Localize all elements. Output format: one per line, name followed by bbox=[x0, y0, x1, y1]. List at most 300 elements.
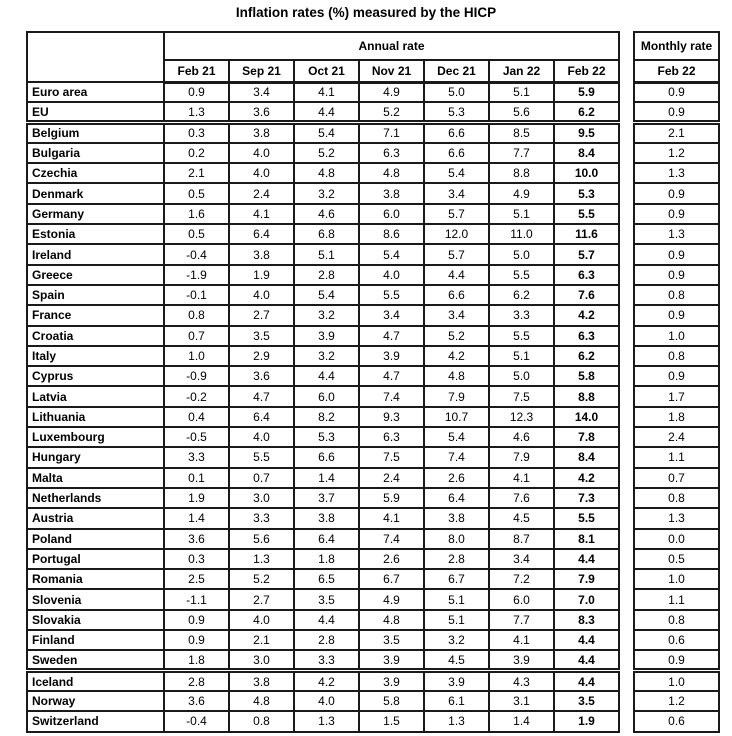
annual-value-cell: 9.5 bbox=[554, 123, 619, 143]
annual-value-cell: 4.3 bbox=[489, 671, 554, 691]
annual-value-cell: 4.1 bbox=[489, 630, 554, 650]
annual-value-cell: 1.9 bbox=[229, 265, 294, 285]
monthly-value-cell: 0.5 bbox=[634, 549, 719, 569]
table-row bbox=[27, 143, 619, 163]
annual-value-cell: 7.4 bbox=[424, 447, 489, 467]
annual-value-cell: 1.8 bbox=[294, 549, 359, 569]
annual-value-cell: 1.8 bbox=[164, 650, 229, 670]
country-cell: Greece bbox=[27, 265, 164, 285]
monthly-value-cell: 0.9 bbox=[634, 183, 719, 203]
annual-value-cell: 8.6 bbox=[359, 224, 424, 244]
annual-value-cell: 5.1 bbox=[489, 204, 554, 224]
monthly-value-cell: 1.0 bbox=[634, 326, 719, 346]
annual-value-cell: 5.9 bbox=[554, 82, 619, 102]
annual-value-cell: 3.2 bbox=[424, 630, 489, 650]
annual-value-cell: 10.7 bbox=[424, 407, 489, 427]
table-row bbox=[27, 549, 619, 569]
annual-value-cell: 3.8 bbox=[229, 123, 294, 143]
annual-value-cell: -0.1 bbox=[164, 285, 229, 305]
monthly-value-cell: 0.8 bbox=[634, 488, 719, 508]
monthly-table-row bbox=[634, 529, 719, 549]
annual-value-cell: 3.6 bbox=[229, 366, 294, 386]
monthly-value-cell: 0.6 bbox=[634, 711, 719, 731]
annual-value-cell: 7.9 bbox=[424, 386, 489, 406]
annual-value-cell: 7.4 bbox=[359, 386, 424, 406]
annual-value-cell: -0.5 bbox=[164, 427, 229, 447]
annual-value-cell: 3.4 bbox=[229, 82, 294, 102]
annual-value-cell: 5.2 bbox=[294, 143, 359, 163]
annual-value-cell: 4.5 bbox=[424, 650, 489, 670]
table-row bbox=[27, 102, 619, 122]
annual-value-cell: 5.1 bbox=[424, 610, 489, 630]
monthly-table-row bbox=[634, 244, 719, 264]
monthly-value-cell: 0.8 bbox=[634, 285, 719, 305]
annual-value-cell: -0.2 bbox=[164, 386, 229, 406]
monthly-table-row bbox=[634, 224, 719, 244]
table-row bbox=[27, 610, 619, 630]
country-cell: Poland bbox=[27, 529, 164, 549]
monthly-value-cell: 1.3 bbox=[634, 508, 719, 528]
monthly-value-cell: 1.2 bbox=[634, 143, 719, 163]
country-cell: Belgium bbox=[27, 123, 164, 143]
annual-value-cell: 1.9 bbox=[164, 488, 229, 508]
country-cell: Switzerland bbox=[27, 711, 164, 731]
monthly-value-cell: 0.6 bbox=[634, 630, 719, 650]
annual-value-cell: 5.5 bbox=[554, 204, 619, 224]
annual-value-cell: 5.6 bbox=[489, 102, 554, 122]
annual-value-cell: 4.5 bbox=[489, 508, 554, 528]
monthly-value-cell: 1.3 bbox=[634, 224, 719, 244]
country-cell: Spain bbox=[27, 285, 164, 305]
monthly-value-cell: 0.9 bbox=[634, 366, 719, 386]
country-cell: Italy bbox=[27, 346, 164, 366]
annual-value-cell: 5.4 bbox=[359, 244, 424, 264]
annual-value-cell: 5.4 bbox=[294, 123, 359, 143]
annual-value-cell: 7.7 bbox=[489, 610, 554, 630]
monthly-value-cell: 0.0 bbox=[634, 529, 719, 549]
annual-value-cell: 5.6 bbox=[229, 529, 294, 549]
country-cell: Croatia bbox=[27, 326, 164, 346]
page-title: Inflation rates (%) measured by the HICP bbox=[235, 5, 497, 20]
annual-value-cell: 4.7 bbox=[359, 366, 424, 386]
annual-rate-table bbox=[26, 31, 620, 733]
monthly-table-row bbox=[634, 366, 719, 386]
month-header: Feb 22 bbox=[554, 60, 619, 82]
country-cell: Lithuania bbox=[27, 407, 164, 427]
annual-value-cell: 7.9 bbox=[554, 569, 619, 589]
annual-value-cell: 6.0 bbox=[489, 589, 554, 609]
table-row bbox=[27, 630, 619, 650]
annual-value-cell: 8.0 bbox=[424, 529, 489, 549]
country-cell: EU bbox=[27, 102, 164, 122]
annual-rate-header: Annual rate bbox=[164, 32, 619, 60]
table-row bbox=[27, 366, 619, 386]
annual-value-cell: 4.8 bbox=[424, 366, 489, 386]
country-cell: Romania bbox=[27, 569, 164, 589]
annual-value-cell: 4.7 bbox=[359, 326, 424, 346]
month-header: Nov 21 bbox=[359, 60, 424, 82]
annual-value-cell: 5.5 bbox=[554, 508, 619, 528]
annual-value-cell: 3.5 bbox=[359, 630, 424, 650]
annual-value-cell: 5.1 bbox=[489, 82, 554, 102]
annual-value-cell: 5.5 bbox=[359, 285, 424, 305]
annual-value-cell: 3.9 bbox=[359, 650, 424, 670]
annual-value-cell: 4.0 bbox=[294, 691, 359, 711]
month-header: Jan 22 bbox=[489, 60, 554, 82]
annual-value-cell: 4.6 bbox=[489, 427, 554, 447]
annual-value-cell: 6.3 bbox=[359, 427, 424, 447]
monthly-table-row bbox=[634, 102, 719, 122]
annual-value-cell: -0.4 bbox=[164, 244, 229, 264]
annual-value-cell: 2.1 bbox=[229, 630, 294, 650]
table-row bbox=[27, 386, 619, 406]
annual-value-cell: 3.2 bbox=[294, 183, 359, 203]
annual-value-cell: 3.7 bbox=[294, 488, 359, 508]
table-row bbox=[27, 508, 619, 528]
annual-value-cell: 7.2 bbox=[489, 569, 554, 589]
annual-value-cell: 0.3 bbox=[164, 549, 229, 569]
monthly-table-row bbox=[634, 711, 719, 731]
country-cell: Malta bbox=[27, 468, 164, 488]
table-row bbox=[27, 711, 619, 731]
country-cell: Norway bbox=[27, 691, 164, 711]
annual-value-cell: 6.6 bbox=[424, 285, 489, 305]
annual-value-cell: 3.6 bbox=[164, 529, 229, 549]
annual-value-cell: 5.4 bbox=[424, 427, 489, 447]
annual-value-cell: 3.5 bbox=[554, 691, 619, 711]
annual-value-cell: 2.6 bbox=[359, 549, 424, 569]
monthly-value-cell: 0.9 bbox=[634, 102, 719, 122]
annual-value-cell: 4.8 bbox=[294, 163, 359, 183]
annual-value-cell: -1.9 bbox=[164, 265, 229, 285]
annual-value-cell: 4.4 bbox=[294, 102, 359, 122]
annual-value-cell: 1.4 bbox=[489, 711, 554, 731]
country-cell: Portugal bbox=[27, 549, 164, 569]
table-row bbox=[27, 285, 619, 305]
monthly-value-cell: 2.1 bbox=[634, 123, 719, 143]
monthly-value-cell: 0.9 bbox=[634, 244, 719, 264]
annual-value-cell: 6.4 bbox=[424, 488, 489, 508]
annual-value-cell: 0.2 bbox=[164, 143, 229, 163]
annual-value-cell: 3.4 bbox=[424, 305, 489, 325]
table-row bbox=[27, 265, 619, 285]
annual-value-cell: 1.4 bbox=[294, 468, 359, 488]
annual-value-cell: 8.3 bbox=[554, 610, 619, 630]
table-row bbox=[27, 305, 619, 325]
annual-value-cell: 5.1 bbox=[489, 346, 554, 366]
country-cell: Ireland bbox=[27, 244, 164, 264]
monthly-table-row bbox=[634, 82, 719, 102]
annual-value-cell: 6.4 bbox=[229, 407, 294, 427]
monthly-value-cell: 1.1 bbox=[634, 447, 719, 467]
annual-value-cell: 6.7 bbox=[424, 569, 489, 589]
annual-value-cell: 6.7 bbox=[359, 569, 424, 589]
annual-value-cell: 1.6 bbox=[164, 204, 229, 224]
annual-value-cell: 3.2 bbox=[294, 305, 359, 325]
annual-value-cell: 2.8 bbox=[424, 549, 489, 569]
annual-value-cell: 7.4 bbox=[359, 529, 424, 549]
country-cell: Austria bbox=[27, 508, 164, 528]
annual-value-cell: 2.8 bbox=[294, 265, 359, 285]
annual-value-cell: 3.8 bbox=[294, 508, 359, 528]
annual-value-cell: 4.9 bbox=[359, 82, 424, 102]
annual-value-cell: 0.9 bbox=[164, 610, 229, 630]
annual-value-cell: 3.5 bbox=[229, 326, 294, 346]
annual-value-cell: 3.2 bbox=[294, 346, 359, 366]
monthly-value-cell: 0.8 bbox=[634, 346, 719, 366]
annual-value-cell: 3.9 bbox=[294, 326, 359, 346]
annual-value-cell: 4.4 bbox=[294, 610, 359, 630]
annual-value-cell: 1.5 bbox=[359, 711, 424, 731]
annual-value-cell: 4.1 bbox=[229, 204, 294, 224]
annual-value-cell: 1.3 bbox=[164, 102, 229, 122]
monthly-value-cell: 0.8 bbox=[634, 610, 719, 630]
annual-value-cell: 5.5 bbox=[229, 447, 294, 467]
annual-value-cell: 5.5 bbox=[489, 326, 554, 346]
annual-value-cell: 5.7 bbox=[424, 244, 489, 264]
annual-value-cell: 2.1 bbox=[164, 163, 229, 183]
annual-value-cell: 2.4 bbox=[229, 183, 294, 203]
monthly-value-cell: 2.4 bbox=[634, 427, 719, 447]
annual-value-cell: 2.8 bbox=[164, 671, 229, 691]
annual-value-cell: 1.0 bbox=[164, 346, 229, 366]
monthly-table-row bbox=[634, 183, 719, 203]
annual-value-cell: 4.6 bbox=[294, 204, 359, 224]
monthly-table-row bbox=[634, 346, 719, 366]
country-cell: Bulgaria bbox=[27, 143, 164, 163]
annual-value-cell: 5.4 bbox=[294, 285, 359, 305]
country-cell: Czechia bbox=[27, 163, 164, 183]
table-row bbox=[27, 488, 619, 508]
annual-value-cell: 4.2 bbox=[424, 346, 489, 366]
annual-value-cell: 6.3 bbox=[359, 143, 424, 163]
annual-value-cell: 2.7 bbox=[229, 305, 294, 325]
monthly-table-row bbox=[634, 123, 719, 143]
monthly-table-row bbox=[634, 508, 719, 528]
annual-value-cell: 4.8 bbox=[359, 163, 424, 183]
month-header: Sep 21 bbox=[229, 60, 294, 82]
annual-value-cell: 0.5 bbox=[164, 183, 229, 203]
annual-value-cell: 4.0 bbox=[229, 163, 294, 183]
monthly-table-row bbox=[634, 549, 719, 569]
monthly-table-row bbox=[634, 305, 719, 325]
monthly-table-row bbox=[634, 671, 719, 691]
monthly-value-cell: 0.9 bbox=[634, 305, 719, 325]
annual-value-cell: 4.0 bbox=[229, 143, 294, 163]
annual-value-cell: 3.9 bbox=[489, 650, 554, 670]
monthly-table-row bbox=[634, 427, 719, 447]
annual-value-cell: 4.4 bbox=[554, 671, 619, 691]
annual-value-cell: 6.8 bbox=[294, 224, 359, 244]
monthly-table-row bbox=[634, 589, 719, 609]
annual-value-cell: 6.0 bbox=[359, 204, 424, 224]
annual-value-cell: 2.6 bbox=[424, 468, 489, 488]
annual-value-cell: 3.8 bbox=[229, 244, 294, 264]
annual-value-cell: 4.0 bbox=[229, 285, 294, 305]
monthly-table-row bbox=[634, 407, 719, 427]
monthly-table-row bbox=[634, 285, 719, 305]
table-row bbox=[27, 671, 619, 691]
annual-value-cell: 2.4 bbox=[359, 468, 424, 488]
annual-value-cell: 5.7 bbox=[554, 244, 619, 264]
annual-value-cell: 8.2 bbox=[294, 407, 359, 427]
country-cell: Slovenia bbox=[27, 589, 164, 609]
annual-value-cell: 0.9 bbox=[164, 630, 229, 650]
annual-value-cell: 1.3 bbox=[424, 711, 489, 731]
monthly-value-cell: 0.9 bbox=[634, 204, 719, 224]
monthly-table-row bbox=[634, 447, 719, 467]
annual-value-cell: 0.7 bbox=[164, 326, 229, 346]
monthly-value-cell: 1.3 bbox=[634, 163, 719, 183]
annual-value-cell: 0.4 bbox=[164, 407, 229, 427]
annual-value-cell: 2.9 bbox=[229, 346, 294, 366]
annual-value-cell: -0.4 bbox=[164, 711, 229, 731]
annual-value-cell: 3.4 bbox=[424, 183, 489, 203]
country-cell: Slovakia bbox=[27, 610, 164, 630]
annual-value-cell: 5.2 bbox=[359, 102, 424, 122]
annual-value-cell: 4.8 bbox=[359, 610, 424, 630]
annual-value-cell: 7.3 bbox=[554, 488, 619, 508]
monthly-value-cell: 1.8 bbox=[634, 407, 719, 427]
monthly-rate-table bbox=[633, 31, 720, 733]
annual-value-cell: 5.0 bbox=[489, 244, 554, 264]
annual-value-cell: 6.0 bbox=[294, 386, 359, 406]
annual-value-cell: 4.2 bbox=[554, 468, 619, 488]
monthly-value-cell: 0.9 bbox=[634, 82, 719, 102]
annual-value-cell: -0.9 bbox=[164, 366, 229, 386]
monthly-table-row bbox=[634, 691, 719, 711]
tables-container bbox=[26, 31, 720, 733]
monthly-value-cell: 1.1 bbox=[634, 589, 719, 609]
monthly-table-row bbox=[634, 143, 719, 163]
annual-value-cell: 3.1 bbox=[489, 691, 554, 711]
annual-value-cell: 4.1 bbox=[359, 508, 424, 528]
annual-value-cell: 3.3 bbox=[294, 650, 359, 670]
country-cell: Estonia bbox=[27, 224, 164, 244]
table-row bbox=[27, 407, 619, 427]
annual-value-cell: 3.8 bbox=[424, 508, 489, 528]
annual-value-cell: 3.9 bbox=[359, 346, 424, 366]
annual-value-cell: 0.1 bbox=[164, 468, 229, 488]
monthly-value-cell: 0.9 bbox=[634, 265, 719, 285]
table-row bbox=[27, 691, 619, 711]
monthly-value-cell: 1.0 bbox=[634, 671, 719, 691]
annual-value-cell: 0.8 bbox=[164, 305, 229, 325]
monthly-table-row bbox=[634, 630, 719, 650]
annual-value-cell: 5.3 bbox=[294, 427, 359, 447]
country-cell: Luxembourg bbox=[27, 427, 164, 447]
annual-value-cell: 4.1 bbox=[294, 82, 359, 102]
annual-value-cell: 7.8 bbox=[554, 427, 619, 447]
annual-value-cell: 8.5 bbox=[489, 123, 554, 143]
annual-value-cell: 6.2 bbox=[489, 285, 554, 305]
annual-value-cell: 3.8 bbox=[359, 183, 424, 203]
monthly-value-cell: 1.0 bbox=[634, 569, 719, 589]
annual-value-cell: 7.5 bbox=[489, 386, 554, 406]
monthly-table-row bbox=[634, 610, 719, 630]
annual-value-cell: 1.3 bbox=[229, 549, 294, 569]
country-cell: Cyprus bbox=[27, 366, 164, 386]
month-header: Feb 21 bbox=[164, 60, 229, 82]
annual-value-cell: 6.3 bbox=[554, 265, 619, 285]
table-row bbox=[27, 529, 619, 549]
monthly-table-row bbox=[634, 468, 719, 488]
monthly-table-row bbox=[634, 488, 719, 508]
annual-value-cell: 3.4 bbox=[359, 305, 424, 325]
annual-value-cell: 9.3 bbox=[359, 407, 424, 427]
annual-value-cell: 1.9 bbox=[554, 711, 619, 731]
country-cell: Latvia bbox=[27, 386, 164, 406]
annual-value-cell: 6.6 bbox=[424, 143, 489, 163]
monthly-table-row bbox=[634, 386, 719, 406]
annual-value-cell: 0.5 bbox=[164, 224, 229, 244]
annual-value-cell: 4.4 bbox=[424, 265, 489, 285]
annual-value-cell: 14.0 bbox=[554, 407, 619, 427]
annual-value-cell: 11.6 bbox=[554, 224, 619, 244]
annual-value-cell: 7.7 bbox=[489, 143, 554, 163]
country-cell: Sweden bbox=[27, 650, 164, 670]
annual-value-cell: 6.5 bbox=[294, 569, 359, 589]
annual-value-cell: 3.3 bbox=[229, 508, 294, 528]
monthly-table-row bbox=[634, 265, 719, 285]
annual-value-cell: 8.1 bbox=[554, 529, 619, 549]
monthly-table-row bbox=[634, 326, 719, 346]
annual-value-cell: 6.4 bbox=[294, 529, 359, 549]
annual-value-cell: 6.2 bbox=[554, 102, 619, 122]
country-cell: Germany bbox=[27, 204, 164, 224]
table-row bbox=[27, 447, 619, 467]
annual-value-cell: 3.6 bbox=[229, 102, 294, 122]
annual-value-cell: 3.3 bbox=[164, 447, 229, 467]
annual-value-cell: 4.0 bbox=[229, 610, 294, 630]
monthly-value-cell: 0.9 bbox=[634, 650, 719, 670]
annual-value-cell: 6.2 bbox=[554, 346, 619, 366]
annual-value-cell: 7.6 bbox=[554, 285, 619, 305]
annual-value-cell: 12.3 bbox=[489, 407, 554, 427]
annual-value-cell: 8.8 bbox=[489, 163, 554, 183]
country-cell: Netherlands bbox=[27, 488, 164, 508]
annual-value-cell: 4.4 bbox=[554, 650, 619, 670]
annual-value-cell: 3.0 bbox=[229, 650, 294, 670]
table-row bbox=[27, 163, 619, 183]
monthly-value-cell: 1.7 bbox=[634, 386, 719, 406]
annual-value-cell: 7.9 bbox=[489, 447, 554, 467]
annual-value-cell: 5.9 bbox=[359, 488, 424, 508]
annual-value-cell: 4.0 bbox=[359, 265, 424, 285]
country-cell: Hungary bbox=[27, 447, 164, 467]
annual-value-cell: 5.8 bbox=[554, 366, 619, 386]
annual-value-cell: -1.1 bbox=[164, 589, 229, 609]
annual-value-cell: 4.9 bbox=[489, 183, 554, 203]
annual-value-cell: 6.6 bbox=[294, 447, 359, 467]
table-row bbox=[27, 82, 619, 102]
annual-value-cell: 4.4 bbox=[554, 549, 619, 569]
annual-value-cell: 5.2 bbox=[229, 569, 294, 589]
annual-value-cell: 0.3 bbox=[164, 123, 229, 143]
month-header: Oct 21 bbox=[294, 60, 359, 82]
annual-value-cell: 3.6 bbox=[164, 691, 229, 711]
country-cell: Finland bbox=[27, 630, 164, 650]
monthly-table-row bbox=[634, 204, 719, 224]
annual-value-cell: 5.8 bbox=[359, 691, 424, 711]
monthly-rate-header: Monthly rate bbox=[634, 32, 719, 60]
annual-value-cell: 12.0 bbox=[424, 224, 489, 244]
annual-value-cell: 5.3 bbox=[424, 102, 489, 122]
annual-value-cell: 3.9 bbox=[424, 671, 489, 691]
country-cell: Denmark bbox=[27, 183, 164, 203]
monthly-value-cell: 1.2 bbox=[634, 691, 719, 711]
annual-value-cell: 5.3 bbox=[554, 183, 619, 203]
